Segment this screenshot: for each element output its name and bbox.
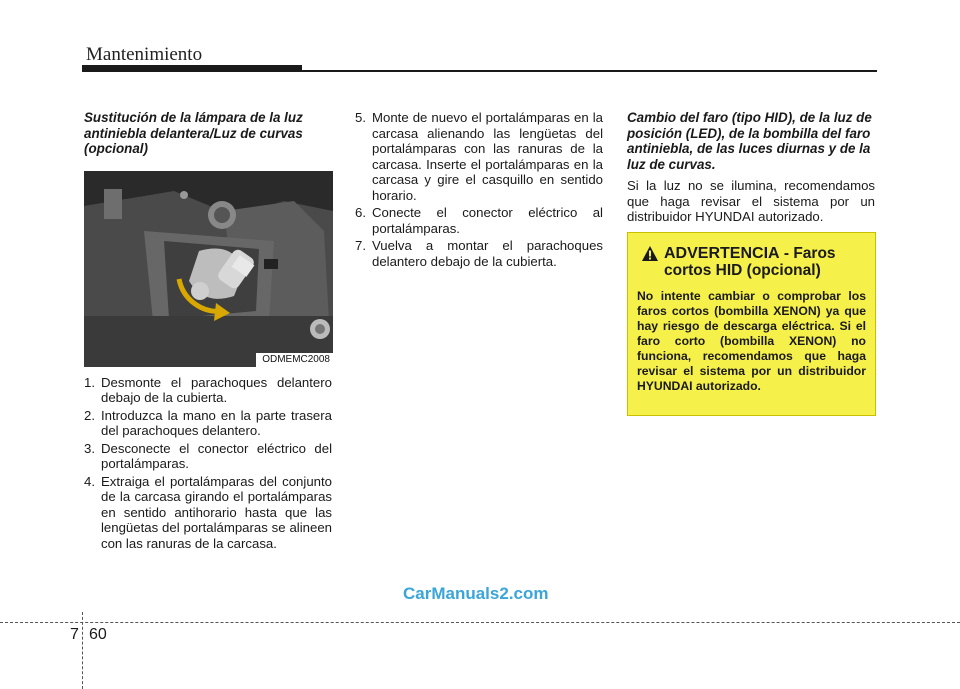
page-number: 60 xyxy=(89,626,107,643)
image-code: ODMEMC2008 xyxy=(256,353,333,367)
list-item: 2. Introduzca la mano en la parte trasera del parachoques delantero. xyxy=(84,407,332,438)
fog-lamp-photo xyxy=(84,171,333,367)
list-item: 1. Desmonte el parachoques delantero debajo de la cubierta. xyxy=(84,374,332,405)
list-item: 7. Vuelva a montar el parachoques delantero debajo de la cubierta. xyxy=(355,238,603,269)
section-title-fog-lamp: Sustitución de la lámpara de la luz antiniebla delantera/Luz de curvas (opcional) xyxy=(84,110,303,156)
list-item: 4. Extraiga el portalámparas del conjunto de la carcasa girando el portalámparas en sentido antihorario hasta que las lengüetas del portalámparas se alineen con las ranuras de la carcasa. xyxy=(84,473,332,551)
column-left xyxy=(84,110,332,553)
header-rule-thin xyxy=(302,70,877,72)
warning-box xyxy=(627,232,876,416)
column-middle xyxy=(355,110,603,271)
hid-paragraph: Si la luz no se ilumina, recomendamos que haga revisar el sistema por un distribuidor HYUNDAI autorizado. xyxy=(627,178,875,224)
steps-list-1 xyxy=(84,375,332,552)
chapter-number: 7 xyxy=(70,626,79,643)
section-title-hid: Cambio del faro (tipo HID), de la luz de posición (LED), de la bombilla del faro antiniebla, de las luces diurnas y de la luz de curvas. xyxy=(627,110,872,172)
page-header-title: Mantenimiento xyxy=(86,44,203,65)
fog-lamp-illustration xyxy=(84,171,333,367)
warning-title: ADVERTENCIA - Faros cortos HID (opcional) xyxy=(664,245,836,279)
header-rule-thick xyxy=(82,65,302,72)
column-right xyxy=(627,110,875,225)
list-item: 3. Desconecte el conector eléctrico del portalámparas. xyxy=(84,440,332,471)
warning-icon xyxy=(642,246,658,266)
list-item: 6. Conecte el conector eléctrico al portalámparas. xyxy=(355,205,603,236)
watermark[interactable]: CarManuals2.com xyxy=(403,584,549,603)
warning-text: No intente cambiar o comprobar los faros cortos (bombilla XENON) ya que hay riesgo de descarga eléctrica. Si el faro corto (bombilla XENON) no funciona, recomendamos que haga revisar el sistema por un distribuidor HYUNDAI autorizado. xyxy=(637,289,866,393)
footer-rule xyxy=(0,622,960,623)
footer-divider xyxy=(82,612,83,689)
list-item: 5. Monte de nuevo el portalámparas en la carcasa alienando las lengüetas del portalámparas con las ranuras de la carcasa. Inserte el portalámparas en la carcasa y gire el casquillo en sentido horario. xyxy=(355,110,603,203)
warning-header xyxy=(637,245,866,279)
steps-list-2 xyxy=(355,110,603,269)
